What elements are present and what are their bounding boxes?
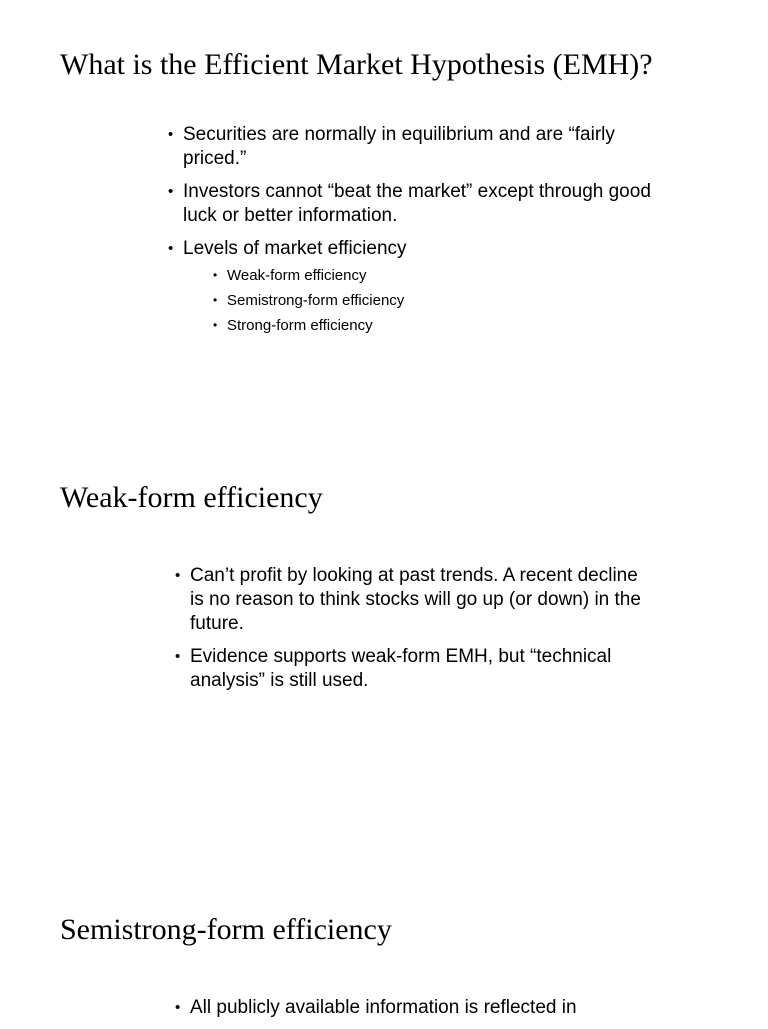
bullet-list: [168, 123, 668, 347]
sub-bullet-item: • Strong-form efficiency: [213, 313, 668, 338]
slide-title: Weak-form efficiency: [60, 481, 323, 514]
bullet-item: • Can’t profit by looking at past trends. A recent decline is no reason to think stocks will go up (or down) in the future.: [175, 564, 645, 636]
bullet-list: [175, 564, 645, 702]
bullet-list: [175, 996, 645, 1029]
slide-title: Semistrong-form efficiency: [60, 913, 392, 946]
sub-bullet-item: • Weak-form efficiency: [213, 263, 668, 288]
bullet-item: • Securities are normally in equilibrium and are “fairly priced.”: [168, 123, 668, 171]
bullet-item: • All publicly available information is reflected in: [175, 996, 645, 1020]
bullet-item: [168, 237, 668, 338]
bullet-item: • Investors cannot “beat the market” except through good luck or better information.: [168, 180, 668, 228]
slide-title: What is the Efficient Market Hypothesis (EMH)?: [60, 48, 653, 81]
bullet-item: • Evidence supports weak-form EMH, but “technical analysis” is still used.: [175, 645, 645, 693]
bullet-text: Levels of market efficiency: [183, 238, 407, 259]
slide-emh-overview: [0, 0, 768, 360]
sub-bullet-list: [183, 263, 668, 338]
sub-bullet-item: • Semistrong-form efficiency: [213, 288, 668, 313]
